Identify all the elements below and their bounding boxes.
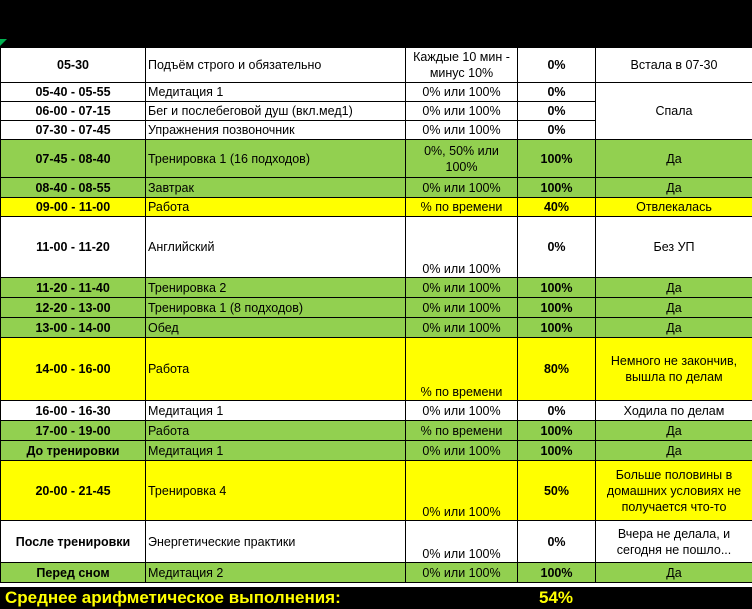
criteria-cell[interactable]: % по времени [406,338,518,401]
header-time: Привязка ко времени [1,1,146,48]
criteria-cell[interactable]: 0% или 100% [406,121,518,140]
note-cell[interactable]: Да [596,178,752,198]
table-row [1,48,752,83]
time-cell[interactable]: 06-00 - 07-15 [1,102,146,121]
time-cell[interactable]: 09-00 - 11-00 [1,198,146,217]
note-cell[interactable]: Да [596,563,752,583]
fact-cell[interactable]: 100% [518,278,596,298]
task-cell[interactable]: Работа [146,198,406,217]
note-cell[interactable]: Вчера не делала, и сегодня не пошло... [596,521,752,563]
time-cell[interactable]: 17-00 - 19-00 [1,421,146,441]
task-cell[interactable]: Медитация 1 [146,401,406,421]
time-cell[interactable]: 12-20 - 13-00 [1,298,146,318]
fact-cell[interactable]: 0% [518,217,596,278]
fact-cell[interactable]: 100% [518,441,596,461]
fact-cell[interactable]: 100% [518,140,596,178]
criteria-cell[interactable]: % по времени [406,198,518,217]
fact-cell[interactable]: 100% [518,563,596,583]
task-cell[interactable]: Завтрак [146,178,406,198]
criteria-cell[interactable]: 0% или 100% [406,521,518,563]
criteria-cell[interactable]: 0% или 100% [406,441,518,461]
table-row [1,83,752,102]
fact-cell[interactable]: 100% [518,421,596,441]
time-cell[interactable]: 05-40 - 05-55 [1,83,146,102]
note-cell[interactable]: Да [596,421,752,441]
criteria-cell[interactable]: 0% или 100% [406,298,518,318]
task-cell[interactable]: Английский [146,217,406,278]
criteria-cell[interactable]: 0% или 100% [406,178,518,198]
criteria-cell[interactable]: 0% или 100% [406,278,518,298]
table-row [1,140,752,178]
table-row [1,421,752,441]
task-cell[interactable]: Бег и послебеговой душ (вкл.мед1) [146,102,406,121]
time-cell[interactable]: 08-40 - 08-55 [1,178,146,198]
fact-cell[interactable]: 0% [518,83,596,102]
task-cell[interactable]: Медитация 1 [146,441,406,461]
criteria-cell[interactable]: 0% или 100% [406,83,518,102]
fact-cell[interactable]: 100% [518,318,596,338]
criteria-cell[interactable]: 0%, 50% или 100% [406,140,518,178]
fact-cell[interactable]: 100% [518,298,596,318]
task-cell[interactable]: Энергетические практики [146,521,406,563]
note-cell[interactable]: Без УП [596,217,752,278]
fact-cell[interactable]: 0% [518,121,596,140]
time-cell[interactable]: 07-30 - 07-45 [1,121,146,140]
time-cell[interactable]: 16-00 - 16-30 [1,401,146,421]
time-cell[interactable]: 11-20 - 11-40 [1,278,146,298]
table-row [1,441,752,461]
criteria-cell[interactable]: 0% или 100% [406,102,518,121]
table-row [1,178,752,198]
time-cell[interactable]: Перед сном [1,563,146,583]
task-cell[interactable]: Тренировка 2 [146,278,406,298]
note-cell[interactable]: Да [596,298,752,318]
table-row [1,521,752,563]
note-cell[interactable]: Да [596,441,752,461]
task-cell[interactable]: Упражнения позвоночник [146,121,406,140]
time-cell[interactable]: 05-30 [1,48,146,83]
task-cell[interactable]: Подъём строго и обязательно [146,48,406,83]
time-cell[interactable]: 11-00 - 11-20 [1,217,146,278]
note-cell[interactable]: Встала в 07-30 [596,48,752,83]
task-cell[interactable]: Обед [146,318,406,338]
note-cell[interactable]: Да [596,318,752,338]
header-task: Дела [146,1,406,48]
summary-value[interactable]: 54% [539,588,574,607]
time-cell[interactable]: 13-00 - 14-00 [1,318,146,338]
time-cell[interactable]: 07-45 - 08-40 [1,140,146,178]
table-row [1,461,752,521]
criteria-cell[interactable]: 0% или 100% [406,318,518,338]
criteria-cell[interactable]: 0% или 100% [406,461,518,521]
note-cell[interactable]: Больше половины в домашних условиях не получается что-то [596,461,752,521]
criteria-cell[interactable]: Каждые 10 мин - минус 10% [406,48,518,83]
fact-cell[interactable]: 40% [518,198,596,217]
fact-cell[interactable]: 80% [518,338,596,401]
note-cell[interactable]: Да [596,140,752,178]
note-cell[interactable]: Да [596,278,752,298]
note-cell[interactable]: Ходила по делам [596,401,752,421]
time-cell[interactable]: 20-00 - 21-45 [1,461,146,521]
table-row [1,298,752,318]
header-row [1,1,752,48]
header-notes: Примечания и оправдания [596,1,752,48]
fact-cell[interactable]: 0% [518,521,596,563]
table-row [1,318,752,338]
task-cell[interactable]: Тренировка 1 (16 подходов) [146,140,406,178]
note-cell[interactable]: Отвлекалась [596,198,752,217]
table-row [1,198,752,217]
cell-corner-marker [0,39,7,46]
task-cell[interactable]: Тренировка 4 [146,461,406,521]
task-cell[interactable]: Работа [146,338,406,401]
criteria-cell[interactable]: 0% или 100% [406,217,518,278]
table-row [1,338,752,401]
task-cell[interactable]: Медитация 1 [146,83,406,102]
time-cell[interactable]: До тренировки [1,441,146,461]
table-row [1,563,752,583]
task-cell[interactable]: Медитация 2 [146,563,406,583]
table-row [1,278,752,298]
table-row [1,217,752,278]
time-cell[interactable]: После тренировки [1,521,146,563]
summary-bar [0,587,752,609]
fact-cell[interactable]: 100% [518,178,596,198]
task-cell[interactable]: Работа [146,421,406,441]
fact-cell[interactable]: 0% [518,401,596,421]
task-cell[interactable]: Тренировка 1 (8 подходов) [146,298,406,318]
criteria-cell[interactable]: % по времени [406,421,518,441]
header-criteria: Критерии оценки [406,1,518,48]
criteria-cell[interactable]: 0% или 100% [406,401,518,421]
note-cell[interactable]: Немного не закончив, вышла по делам [596,338,752,401]
time-cell[interactable]: 14-00 - 16-00 [1,338,146,401]
note-cell[interactable]: Спала [596,83,752,140]
fact-cell[interactable]: 0% [518,48,596,83]
header-fact: ФАКТ [518,1,596,48]
fact-cell[interactable]: 0% [518,102,596,121]
summary-label: Среднее арифметическое выполнения: [5,588,341,607]
fact-cell[interactable]: 50% [518,461,596,521]
criteria-cell[interactable]: 0% или 100% [406,563,518,583]
table-row [1,401,752,421]
